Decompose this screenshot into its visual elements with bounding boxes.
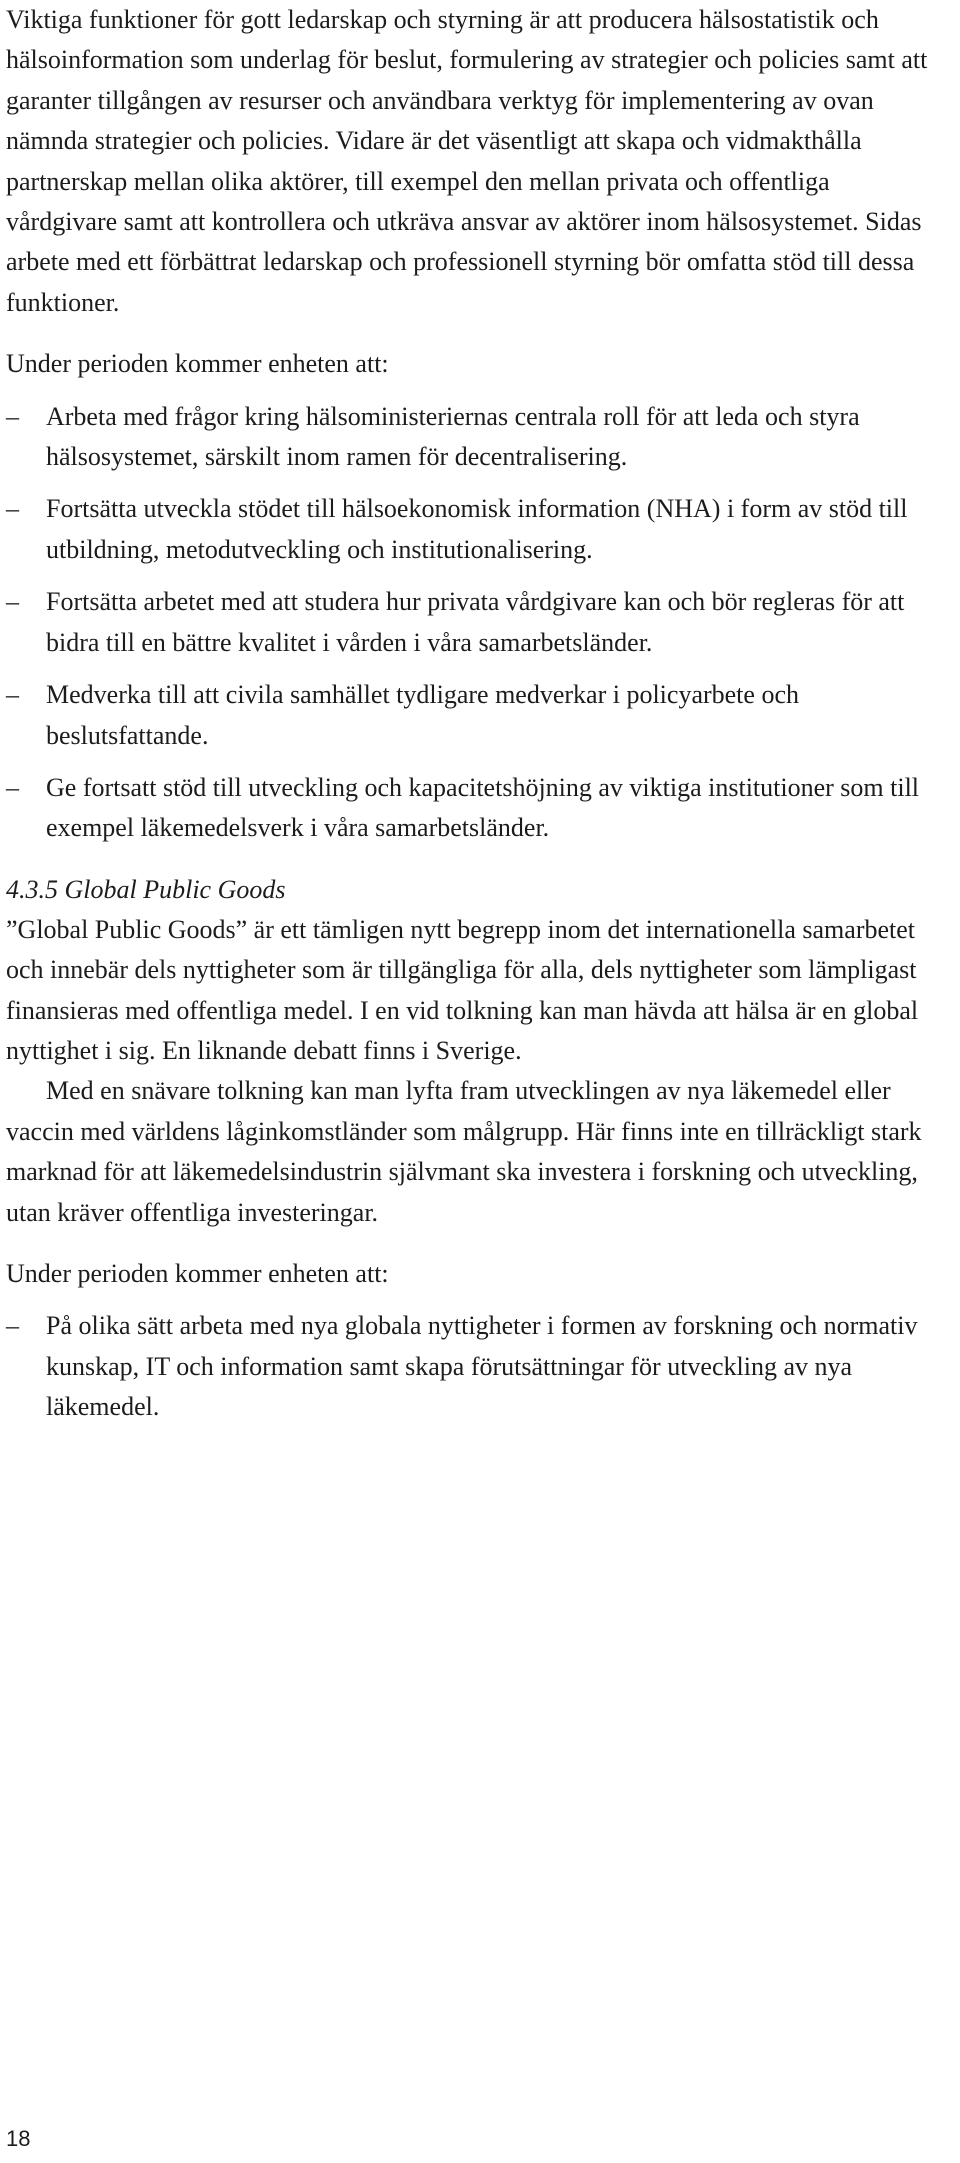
list-item — [6, 582, 946, 663]
dash-marker: – — [6, 1311, 19, 1341]
dash-marker: – — [6, 587, 19, 617]
list-item — [6, 1306, 946, 1427]
list-lead-2: Under perioden kommer enheten att: — [6, 1258, 389, 1288]
section-heading: 4.3.5 Global Public Goods — [6, 874, 286, 904]
list-item-text: Fortsätta arbetet med att studera hur privata vårdgivare kan och bör regleras för att bidra till en bättre kvalitet i vården i våra samarbetsländer. — [46, 587, 905, 657]
list-item-text: På olika sätt arbeta med nya globala nyttigheter i formen av forskning och normativ kunskap, IT och information samt skapa förutsättningar för utveckling av nya läkemedel. — [46, 1311, 918, 1422]
section-paragraph-2: Med en snävare tolkning kan man lyfta fram utvecklingen av nya läkemedel eller vaccin med världens låginkomstländer som målgrupp. Här finns inte en tillräckligt stark marknad för att läkemedelsindustrin självmant ska investera i forskning och utveckling, utan kräver offentliga investeringar. — [6, 1076, 922, 1227]
dash-marker: – — [6, 494, 19, 524]
list-item — [6, 675, 946, 756]
section-paragraph-1: ”Global Public Goods” är ett tämligen nytt begrepp inom det internationella samarbetet och innebär dels nyttigheter som är tillgängliga för alla, dels nyttigheter som lämpligast finansieras med offentliga medel. I en vid tolkning kan man hävda att hälsa är en global nyttighet i sig. En liknande debatt finns i Sverige. — [6, 914, 919, 1065]
list-item-text: Fortsätta utveckla stödet till hälsoekonomisk information (NHA) i form av stöd till utbildning, metodutveckling och institutionalisering. — [46, 494, 908, 564]
bullet-list-1 — [6, 397, 946, 849]
list-lead-1: Under perioden kommer enheten att: — [6, 349, 389, 379]
dash-marker: – — [6, 772, 19, 802]
bullet-list-2 — [6, 1306, 946, 1427]
list-item — [6, 768, 946, 849]
dash-marker: – — [6, 401, 19, 431]
list-item-text: Medverka till att civila samhället tydligare medverkar i policyarbete och beslutsfattande. — [46, 680, 799, 750]
document-page — [6, 0, 946, 1440]
intro-paragraph: Viktiga funktioner för gott ledarskap och styrning är att producera hälsostatistik och hälsoinformation som underlag för beslut, formulering av strategier och policies samt att garanter tillgången av resurser och användbara verktyg för implementering av ovan nämnda strategier och policies. Vidare är det väsentligt att skapa och vidmakthålla partnerskap mellan olika aktörer, till exempel den mellan privata och offentliga vårdgivare samt att kontrollera och utkräva ansvar av aktörer inom hälsosystemet. Sidas arbete med ett förbättrat ledarskap och professionell styrning bör omfatta stöd till dessa funktioner. — [6, 5, 928, 317]
list-item — [6, 489, 946, 570]
list-item-text: Ge fortsatt stöd till utveckling och kapacitetshöjning av viktiga institutioner som till exempel läkemedelsverk i våra samarbetsländer. — [46, 772, 920, 843]
list-item-text: Arbeta med frågor kring hälsoministeriernas centrala roll för att leda och styra hälsosystemet, särskilt inom ramen för decentralisering. — [46, 401, 860, 472]
page-number: 18 — [6, 2126, 31, 2151]
dash-marker: – — [6, 680, 19, 710]
list-item — [6, 397, 946, 478]
